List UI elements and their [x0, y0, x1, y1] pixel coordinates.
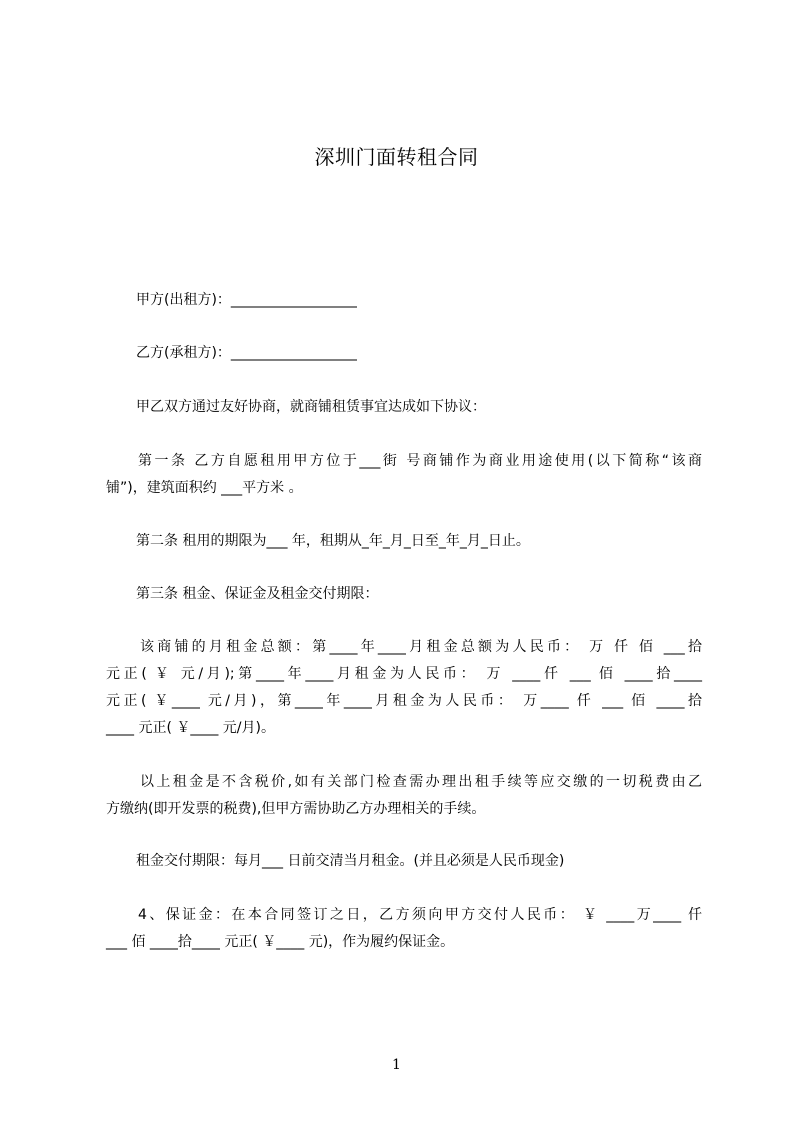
article-2: 第二条 租用的期限为___ 年，租期从_年_月_日至_年_月_日止。: [136, 533, 530, 549]
rent-line-3: 元正( ￥____ 元/月)，第____年____月租金为人民币： 万____ 仟 ___ 佰 ____拾: [106, 693, 702, 709]
rent-line-2: 元正( ￥ 元/月);第____年____月租金为人民币： 万 ____仟 ___ 佰 ____拾____: [106, 666, 702, 682]
tax-note-line-2: 方缴纳(即开发票的税费),但甲方需协助乙方办理相关的手续。: [106, 801, 486, 817]
deposit-line-1: 4、保证金：在本合同签订之日，乙方须向甲方交付人民币： ￥ ____万____ 仟: [138, 907, 702, 923]
article-3-heading: 第三条 租金、保证金及租金交付期限：: [136, 586, 379, 602]
document-title: 深圳门面转租合同: [314, 145, 479, 169]
agreement-intro: 甲乙双方通过友好协商，就商铺租赁事宜达成如下协议：: [136, 399, 486, 415]
article-1-line-1: 第一条 乙方自愿租用甲方位于___街 号商铺作为商业用途使用(以下简称“该商: [138, 453, 702, 469]
rent-line-4: ____ 元正( ￥____ 元/月)。: [106, 720, 275, 736]
payment-deadline: 租金交付期限：每月___ 日前交清当月租金。(并且必须是人民币现金): [136, 853, 565, 869]
party-a-line: 甲方(出租方)：__________________: [136, 292, 357, 308]
rent-line-1: 该商铺的月租金总额：第____年____月租金总额为人民币： 万 仟 佰 ___拾: [140, 639, 702, 655]
tax-note-line-1: 以上租金是不含税价,如有关部门检查需办理出租手续等应交缴的一切税费由乙: [140, 774, 702, 790]
deposit-line-2: ___ 佰 ____拾____ 元正( ￥____ 元)，作为履约保证金。: [106, 934, 455, 950]
page-number: 1: [392, 1057, 401, 1073]
party-b-line: 乙方(承租方)：__________________: [136, 345, 357, 361]
article-1-line-2: 铺”)，建筑面积约 ___平方米 。: [106, 480, 303, 496]
